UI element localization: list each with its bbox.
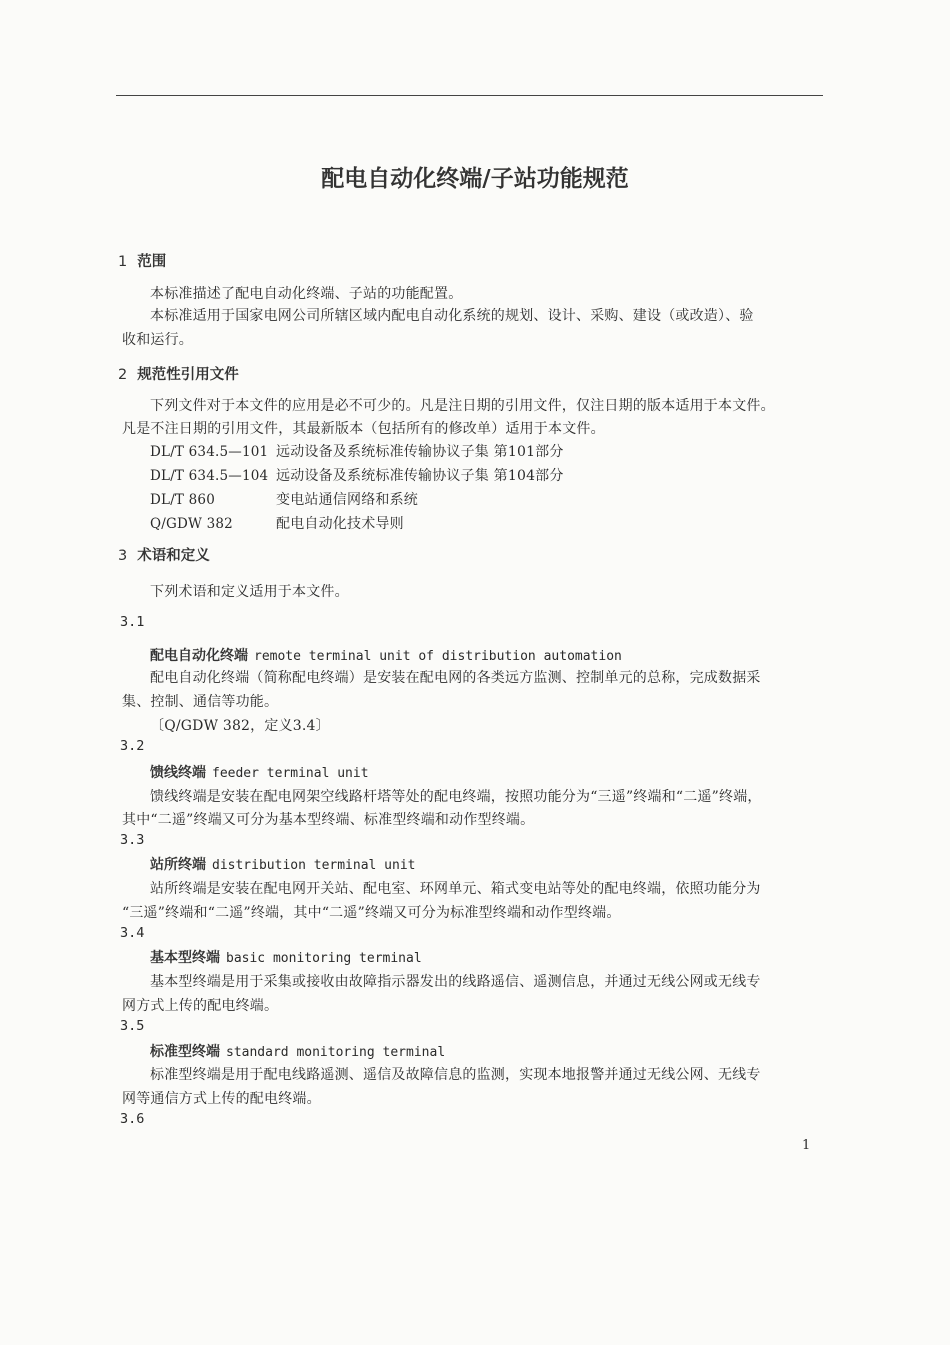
term-heading <box>150 854 416 874</box>
section-1-heading <box>118 250 166 271</box>
term-number: 3.6 <box>120 1111 145 1127</box>
term-english: feeder terminal unit <box>212 766 369 781</box>
definition-line: 站所终端是安装在配电网开关站、配电室、环网单元、箱式变电站等处的配电终端，依照功能分为 <box>150 881 761 897</box>
definition-line: 其中“二遥”终端又可分为基本型终端、标准型终端和动作型终端。 <box>122 812 535 828</box>
header-rule <box>116 95 823 96</box>
section-number: 2 <box>118 367 128 383</box>
section-number: 3 <box>118 548 128 564</box>
reference-entry <box>150 489 418 509</box>
term-chinese: 配电自动化终端 <box>150 648 248 664</box>
section-2-heading <box>118 363 239 384</box>
reference-entry <box>150 513 404 533</box>
term-number: 3.5 <box>120 1018 145 1034</box>
term-number: 3.4 <box>120 925 145 941</box>
reference-title: 变电站通信网络和系统 <box>276 492 418 508</box>
term-english: basic monitoring terminal <box>226 951 422 966</box>
section-title: 规范性引用文件 <box>137 367 239 383</box>
term-english: distribution terminal unit <box>212 858 416 873</box>
reference-code: DL/T 634.5—104 <box>150 468 269 484</box>
term-english: remote terminal unit of distribution automation <box>254 649 622 664</box>
reference-code: DL/T 860 <box>150 492 215 508</box>
definition-line: 标准型终端是用于配电线路遥测、遥信及故障信息的监测，实现本地报警并通过无线公网、无线专 <box>150 1067 761 1083</box>
section-title: 范围 <box>137 254 167 270</box>
term-chinese: 馈线终端 <box>150 765 206 781</box>
definition-line: 网等通信方式上传的配电终端。 <box>122 1091 321 1107</box>
reference-title: 远动设备及系统标准传输协议子集 第104部分 <box>276 468 564 484</box>
paragraph: 下列术语和定义适用于本文件。 <box>150 584 349 600</box>
definition-line: 基本型终端是用于采集或接收由故障指示器发出的线路遥信、遥测信息，并通过无线公网或无线专 <box>150 974 761 990</box>
reference-code: Q/GDW 382 <box>150 516 233 532</box>
paragraph: 本标准描述了配电自动化终端、子站的功能配置。 <box>150 286 463 302</box>
definition-note: 〔Q/GDW 382，定义3.4〕 <box>150 718 330 734</box>
reference-title: 配电自动化技术导则 <box>276 516 404 532</box>
section-3-heading <box>118 544 210 565</box>
definition-line: 配电自动化终端（简称配电终端）是安装在配电网的各类远方监测、控制单元的总称，完成数据采 <box>150 670 761 686</box>
paragraph-line: 本标准适用于国家电网公司所辖区域内配电自动化系统的规划、设计、采购、建设（或改造）、验 <box>150 308 754 324</box>
term-number: 3.3 <box>120 832 145 848</box>
reference-code: DL/T 634.5—101 <box>150 444 269 460</box>
section-title: 术语和定义 <box>137 548 210 564</box>
term-number: 3.1 <box>120 614 145 630</box>
section-number: 1 <box>118 254 128 270</box>
term-heading <box>150 947 422 967</box>
page-number: 1 <box>802 1138 811 1153</box>
document-title: 配电自动化终端/子站功能规范 <box>321 166 629 192</box>
paragraph-line: 下列文件对于本文件的应用是必不可少的。凡是注日期的引用文件，仅注日期的版本适用于本文件。 <box>150 398 775 414</box>
definition-line: 网方式上传的配电终端。 <box>122 998 279 1014</box>
term-english: standard monitoring terminal <box>226 1045 446 1060</box>
term-heading <box>150 645 622 665</box>
definition-line: “三遥”终端和“二遥”终端，其中“二遥”终端又可分为标准型终端和动作型终端。 <box>122 905 621 921</box>
definition-line: 集、控制、通信等功能。 <box>122 694 279 710</box>
reference-entry <box>150 441 564 461</box>
paragraph-line: 凡是不注日期的引用文件，其最新版本（包括所有的修改单）适用于本文件。 <box>122 421 605 437</box>
reference-title: 远动设备及系统标准传输协议子集 第101部分 <box>276 444 564 460</box>
definition-line: 馈线终端是安装在配电网架空线路杆塔等处的配电终端，按照功能分为“三遥”终端和“二遥”终端， <box>150 789 762 805</box>
term-chinese: 站所终端 <box>150 857 206 873</box>
term-heading <box>150 762 369 782</box>
paragraph-line: 收和运行。 <box>122 332 193 348</box>
term-chinese: 标准型终端 <box>150 1044 220 1060</box>
reference-entry <box>150 465 564 485</box>
term-chinese: 基本型终端 <box>150 950 220 966</box>
term-number: 3.2 <box>120 738 145 754</box>
term-heading <box>150 1041 445 1061</box>
